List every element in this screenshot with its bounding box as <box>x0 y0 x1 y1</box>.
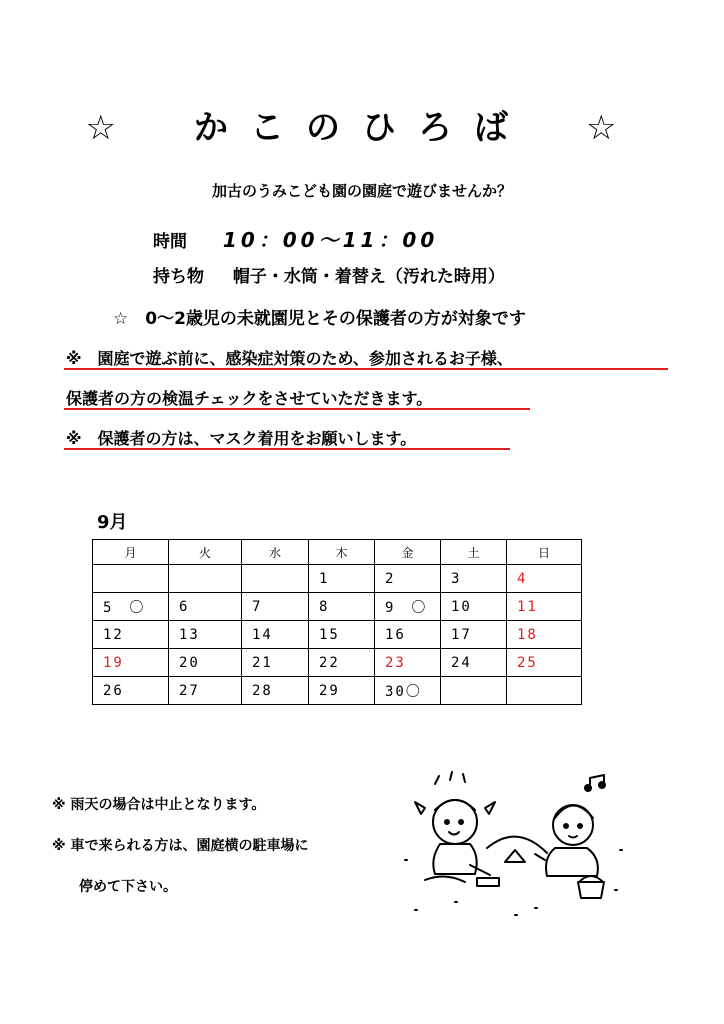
weekday-mon: 月 <box>93 540 169 565</box>
day-cell: 10 <box>441 593 507 621</box>
day-cell: 22 <box>309 649 375 677</box>
calendar-week-row <box>93 593 582 621</box>
day-cell: 27 <box>169 677 242 705</box>
day-cell: 20 <box>169 649 242 677</box>
day-cell: 1 <box>309 565 375 593</box>
note-1: ※ 園庭で遊ぶ前に、感染症対策のため、参加されるお子様、 <box>66 349 513 368</box>
day-cell: 16 <box>375 621 441 649</box>
day-cell: 21 <box>242 649 309 677</box>
day-cell: 30〇 <box>375 677 441 705</box>
day-cell-holiday: 11 <box>507 593 582 621</box>
intro-text: 加古のうみこども園の園庭で遊びませんか？ <box>211 182 512 200</box>
day-cell <box>169 565 242 593</box>
day-cell: 5 〇 <box>93 593 169 621</box>
calendar-week-row <box>93 677 582 705</box>
target-text: ☆ 0～2歳児の未就園児とその保護者の方が対象です <box>113 309 526 329</box>
calendar-month: 9月 <box>97 512 128 533</box>
day-cell: 6 <box>169 593 242 621</box>
note-2: 保護者の方の検温チェックをさせていただきます。 <box>66 389 433 408</box>
calendar-week-row <box>93 565 582 593</box>
note-3: ※ 保護者の方は、マスク着用をお願いします。 <box>66 429 417 448</box>
day-cell-holiday: 4 <box>507 565 582 593</box>
day-cell: 7 <box>242 593 309 621</box>
day-cell-holiday: 19 <box>93 649 169 677</box>
children-sandbox-illustration <box>395 770 635 920</box>
day-cell: 26 <box>93 677 169 705</box>
underline-2 <box>64 408 530 410</box>
bottom-note-parking: ※ 車で来られる方は、園庭横の駐車場に <box>52 838 309 854</box>
weekday-sat: 土 <box>441 540 507 565</box>
time-value: 10：00～11：00 <box>222 228 439 252</box>
weekday-tue: 火 <box>169 540 242 565</box>
day-cell: 3 <box>441 565 507 593</box>
day-cell <box>507 677 582 705</box>
day-cell: 29 <box>309 677 375 705</box>
time-label: 時間 <box>153 232 187 252</box>
calendar-table <box>92 539 582 705</box>
weekday-sun: 日 <box>507 540 582 565</box>
weekday-thu: 木 <box>309 540 375 565</box>
time-row <box>153 224 438 253</box>
bottom-note-rain: ※ 雨天の場合は中止となります。 <box>52 797 266 813</box>
calendar-week-row <box>93 621 582 649</box>
day-cell-holiday: 25 <box>507 649 582 677</box>
weekday-wed: 水 <box>242 540 309 565</box>
calendar-header-row <box>93 540 582 565</box>
day-cell: 2 <box>375 565 441 593</box>
page-title: ☆ かこのひろば ☆ <box>85 108 639 148</box>
day-cell <box>242 565 309 593</box>
items-label: 持ち物 <box>153 267 204 287</box>
day-cell: 14 <box>242 621 309 649</box>
day-cell: 15 <box>309 621 375 649</box>
day-cell <box>441 677 507 705</box>
weekday-fri: 金 <box>375 540 441 565</box>
underline-1 <box>64 368 668 370</box>
day-cell: 24 <box>441 649 507 677</box>
day-cell: 8 <box>309 593 375 621</box>
day-cell <box>93 565 169 593</box>
day-cell: 17 <box>441 621 507 649</box>
bottom-note-parking-cont: 停めて下さい。 <box>79 879 177 895</box>
day-cell-holiday: 23 <box>375 649 441 677</box>
day-cell: 13 <box>169 621 242 649</box>
underline-3 <box>64 448 510 450</box>
items-row <box>153 262 505 287</box>
day-cell: 9 〇 <box>375 593 441 621</box>
items-value: 帽子・水筒・着替え（汚れた時用） <box>232 267 505 287</box>
day-cell-holiday: 18 <box>507 621 582 649</box>
day-cell: 28 <box>242 677 309 705</box>
day-cell: 12 <box>93 621 169 649</box>
calendar-week-row <box>93 649 582 677</box>
